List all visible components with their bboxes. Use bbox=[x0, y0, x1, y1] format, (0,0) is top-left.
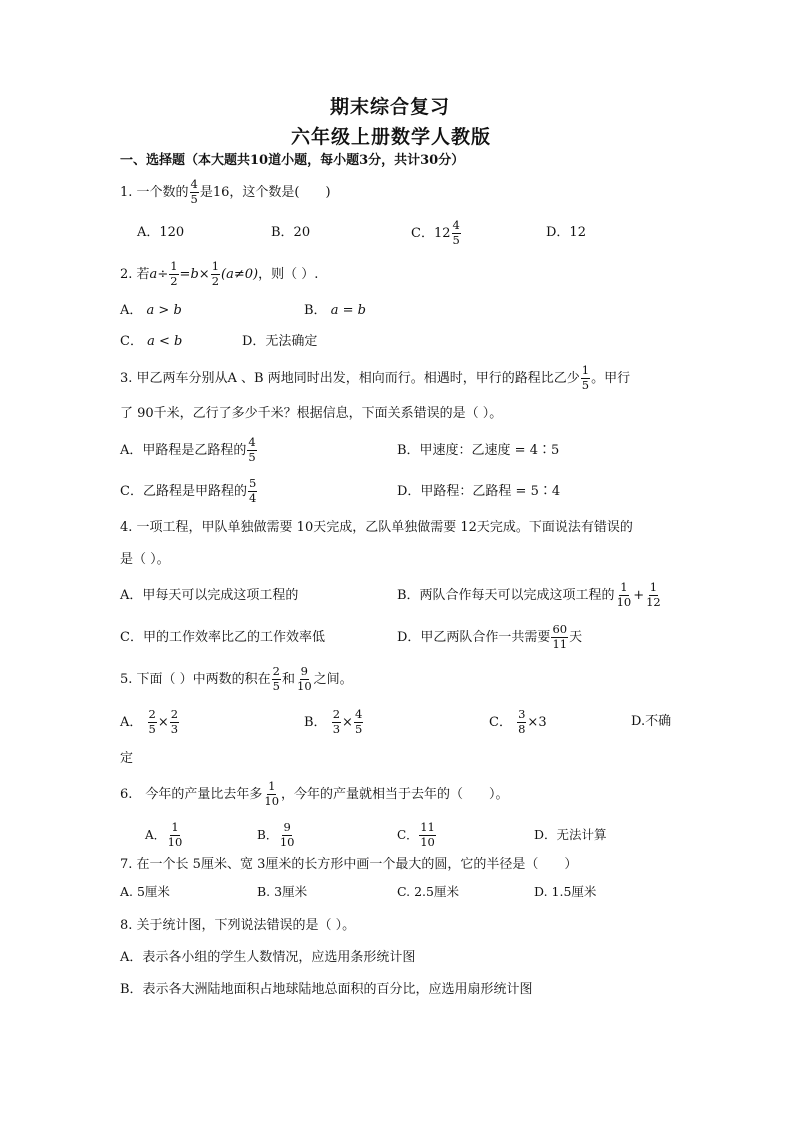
q4-option-b-fraction-2: $\frac{1}{12}$ bbox=[646, 580, 661, 609]
q2-fraction-2: $\frac{1}{2}$ bbox=[211, 259, 220, 288]
q1-text-post: 是16，这个数是( ) bbox=[199, 184, 331, 200]
q4-option-b: B．两队合作每天可以完成这项工程的 $\frac{1}{10}$ + $\frac{1}{12}$ bbox=[397, 580, 661, 609]
q1-option-b: B．20 bbox=[271, 225, 311, 240]
q5-option-b: B． $\frac{2}{3}$ × $\frac{4}{5}$ bbox=[304, 707, 363, 736]
q3-option-c-fraction: $\frac{5}{4}$ bbox=[248, 476, 257, 505]
q5-option-a: A． $\frac{2}{5}$ × $\frac{2}{3}$ bbox=[120, 707, 179, 736]
q6-option-d: D．无法计算 bbox=[534, 827, 607, 842]
q4-option-c: C．甲的工作效率比乙的工作效率低 bbox=[120, 630, 325, 645]
q8-option-a: A．表示各小组的学生人数情况，应选用条形统计图 bbox=[120, 950, 416, 965]
question-2-stem: 2. 若 a ÷ $\frac{1}{2}$ = b × $\frac{1}{2}$ (a≠0) ，则（ ）. bbox=[120, 259, 319, 288]
q6-fraction: $\frac{1}{10}$ bbox=[264, 779, 280, 808]
q3-option-d: D．甲路程：乙路程 = 5∶4 bbox=[397, 484, 561, 499]
question-3-line-2: 了 90千米，乙行了多少千米？根据信息，下面关系错误的是（ ）。 bbox=[120, 406, 503, 421]
page-subtitle: 六年级上册数学人教版 bbox=[291, 126, 492, 148]
question-1-stem bbox=[120, 176, 331, 208]
page-title: 期末综合复习 bbox=[330, 96, 451, 118]
q1-option-a: A．120 bbox=[137, 225, 185, 240]
q7-option-c: C. 2.5厘米 bbox=[397, 884, 459, 899]
question-3-line-1: 3. 甲乙两车分别从A 、B 两地同时出发，相向而行。相遇时，甲行的路程比乙少 $\frac{1}{5}$ 。甲行 bbox=[120, 363, 631, 392]
q4-option-a: A．甲每天可以完成这项工程的 bbox=[120, 588, 299, 603]
q3-fraction: $\frac{1}{5}$ bbox=[581, 363, 590, 392]
q3-option-a: A．甲路程是乙路程的 $\frac{4}{5}$ bbox=[120, 435, 256, 464]
q5-fraction-2: $\frac{9}{10}$ bbox=[297, 664, 312, 693]
q3-option-c: C．乙路程是甲路程的 $\frac{5}{4}$ bbox=[120, 476, 257, 505]
q1-text-pre: 1. 一个数的 bbox=[120, 184, 189, 200]
q2-option-d: D．无法确定 bbox=[242, 334, 318, 349]
q4-option-d-fraction: $\frac{60}{11}$ bbox=[552, 622, 568, 651]
q6-option-b: B． $\frac{9}{10}$ bbox=[257, 820, 295, 849]
section-heading: 一、选择题（本大题共10道小题，每小题3分，共计30分） bbox=[120, 153, 465, 168]
q1-option-d: D．12 bbox=[546, 225, 586, 240]
q8-option-b: B．表示各大洲陆地面积占地球陆地总面积的百分比，应选用扇形统计图 bbox=[120, 982, 533, 997]
q2-option-b: B． a = b bbox=[304, 303, 366, 318]
q6-option-c: C． $\frac{11}{10}$ bbox=[397, 820, 435, 849]
question-5-stem: 5. 下面（ ）中两数的积在 $\frac{2}{5}$ 和 $\frac{9}{10}$ 之间。 bbox=[120, 664, 353, 693]
q4-option-d: D．甲乙两队合作一共需要 $\frac{60}{11}$ 天 bbox=[397, 622, 583, 651]
q2-option-a: A． a > b bbox=[120, 303, 182, 318]
q6-option-a: A． $\frac{1}{10}$ bbox=[145, 820, 183, 849]
question-4-line-1: 4. 一项工程，甲队单独做需要 10天完成，乙队单独做需要 12天完成。下面说法有错误的 bbox=[120, 520, 633, 535]
q7-option-b: B. 3厘米 bbox=[257, 884, 308, 899]
q2-fraction-1: $\frac{1}{2}$ bbox=[170, 259, 178, 288]
q1-fraction: $\frac{4}{5}$ bbox=[190, 177, 198, 206]
question-4-line-2: 是（ ）。 bbox=[120, 552, 170, 567]
question-7-stem: 7. 在一个长 5厘米、宽 3厘米的长方形中画一个最大的圆，它的半径是（ ） bbox=[120, 857, 578, 872]
q3-option-b: B．甲速度：乙速度 = 4∶5 bbox=[397, 443, 560, 458]
q4-option-b-fraction-1: $\frac{1}{10}$ bbox=[616, 580, 632, 609]
q5-option-d: D.不确 bbox=[631, 714, 672, 729]
q1-option-c: C．12 $\frac{4}{5}$ bbox=[411, 218, 460, 247]
q7-option-d: D. 1.5厘米 bbox=[534, 884, 597, 899]
q1-option-c-fraction: $\frac{4}{5}$ bbox=[452, 218, 460, 247]
q2-option-c: C． a < b bbox=[120, 334, 183, 349]
q5-option-c: C． $\frac{3}{8}$ ×3 bbox=[489, 707, 547, 736]
q5-fraction-1: $\frac{2}{5}$ bbox=[272, 664, 280, 693]
q5-option-d-wrap: 定 bbox=[120, 751, 134, 766]
question-6-stem: 6. 今年的产量比去年多 $\frac{1}{10}$ ，今年的产量就相当于去年的（ ）。 bbox=[120, 779, 509, 808]
q3-option-a-fraction: $\frac{4}{5}$ bbox=[248, 435, 256, 464]
question-8-stem: 8. 关于统计图，下列说法错误的是（ ）。 bbox=[120, 918, 356, 933]
q7-option-a: A. 5厘米 bbox=[120, 884, 170, 899]
